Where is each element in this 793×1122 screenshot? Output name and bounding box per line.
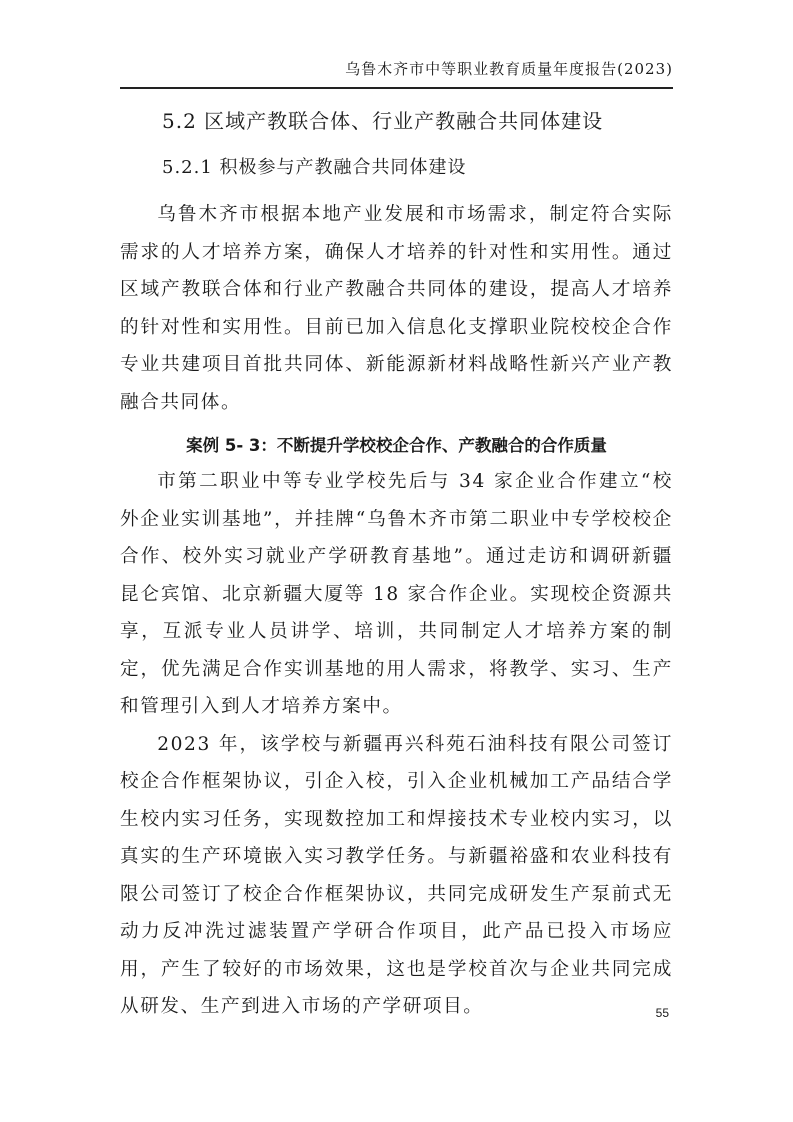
case-paragraph: 2023 年，该学校与新疆再兴科苑石油科技有限公司签订校企合作框架协议，引企入校，引入企业机械加工产品结合学生校内实习任务，实现数控加工和焊接技术专业校内实习，以真实的生产环境嵌入实习教学任务。与新疆裕盛和农业科技有限公司签订了校企合作框架协议，共同完成研发生产泵前式无动力反冲洗过滤装置产学研合作项目，此产品已投入市场应用，产生了较好的市场效果，这也是学校首次与企业共同完成从研发、生产到进入市场的产学研项目。	[120, 733, 673, 1017]
page-number: 55	[655, 1006, 669, 1020]
header-title: 乌鲁木齐市中等职业教育质量年度报告(2023)	[345, 60, 673, 78]
running-header	[120, 58, 673, 89]
page-content	[120, 100, 673, 1026]
case-title: 案例 5- 3：不断提升学校校企合作、产教融合的合作质量	[186, 436, 607, 455]
case-paragraph: 市第二职业中等专业学校先后与 34 家企业合作建立“校外企业实训基地”，并挂牌“乌鲁木齐市第二职业中专学校校企合作、校外实习就业产学研教育基地”。通过走访和调研新疆昆仑宾馆、北京新疆大厦等 18 家合作企业。实现校企资源共享，互派专业人员讲学、培训，共同制定人才培养方案的制定，优先满足合作实训基地的用人需求，将教学、实习、生产和管理引入到人才培养方案中。	[120, 471, 673, 717]
body-paragraph: 乌鲁木齐市根据本地产业发展和市场需求，制定符合实际需求的人才培养方案，确保人才培养的针对性和实用性。通过区域产教联合体和行业产教融合共同体的建设，提高人才培养的针对性和实用性。目前已加入信息化支撑职业院校校企合作专业共建项目首批共同体、新能源新材料战略性新兴产业产教融合共同体。	[120, 204, 673, 413]
subsection-heading: 5.2.1 积极参与产教融合共同体建设	[162, 157, 467, 178]
section-heading: 5.2 区域产教联合体、行业产教融合共同体建设	[162, 109, 604, 133]
